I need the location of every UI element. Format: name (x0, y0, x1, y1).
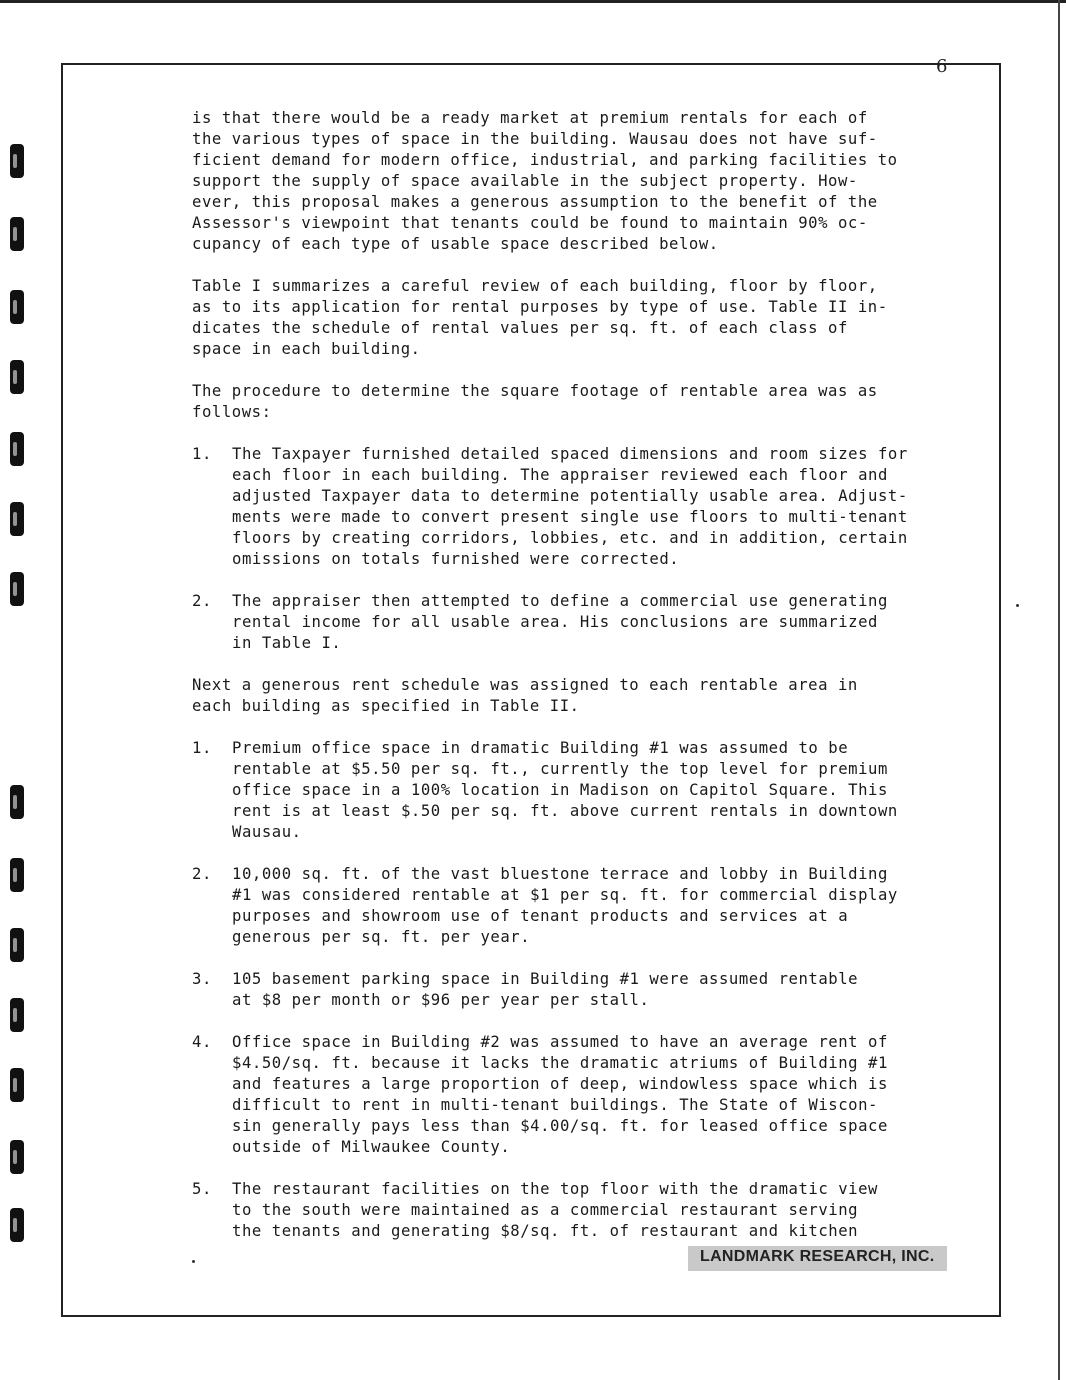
binding-hole (10, 572, 24, 606)
binding-hole (10, 432, 24, 466)
binding-hole (10, 928, 24, 962)
item-number: 2. (192, 865, 212, 883)
binding-hole (10, 1068, 24, 1102)
item-number: 4. (192, 1033, 212, 1051)
paragraph-tables: Table I summarizes a careful review of each building, floor by floor, as to its application for rental purposes by type of use. Table II in- dicates the schedule of rental values per sq. ft. of each class of space in each building. (192, 277, 888, 358)
item-number: 2. (192, 592, 212, 610)
item-text: Premium office space in dramatic Building #1 was assumed to be rentable at $5.50 per sq. ft., currently the top level for premium office space in a 100% location in Madison on Capitol Square. This rent is at least $.50 per sq. ft. above current rentals in downtown Wausau. (232, 739, 898, 841)
top-edge-rule (0, 0, 1066, 3)
binding-hole (10, 1208, 24, 1242)
item-text: 105 basement parking space in Building #1 were assumed rentable at $8 per month or $96 per year per stall. (232, 970, 859, 1009)
binding-hole (10, 144, 24, 178)
binding-hole (10, 217, 24, 251)
item-text: 10,000 sq. ft. of the vast bluestone terrace and lobby in Building #1 was considered rentable at $1 per sq. ft. for commercial display purposes and showroom use of tenant products and services at a generous per sq. ft. per year. (232, 865, 898, 946)
procedure-item (192, 444, 962, 570)
rent-item (192, 864, 962, 948)
page-number: 6 (936, 56, 948, 77)
item-text: The restaurant facilities on the top floor with the dramatic view to the south were maintained as a commercial restaurant serving the tenants and generating $8/sq. ft. of restaurant and kitchen (232, 1180, 878, 1240)
paragraph-procedure-intro: The procedure to determine the square footage of rentable area was as follows: (192, 382, 878, 421)
rent-item (192, 1032, 962, 1158)
right-edge-rule (1058, 0, 1060, 1380)
binding-hole (10, 998, 24, 1032)
stray-mark (1016, 604, 1019, 607)
binding-hole (10, 502, 24, 536)
paragraph-rent-intro: Next a generous rent schedule was assigned to each rentable area in each building as specified in Table II. (192, 676, 858, 715)
rent-item (192, 969, 962, 1011)
binding-hole (10, 360, 24, 394)
item-text: The Taxpayer furnished detailed spaced dimensions and room sizes for each floor in each building. The appraiser reviewed each floor and adjusted Taxpayer data to determine potentially usable area. Adjust- ments were made to convert present single use floors to multi-tenant floors by creating corridors, lobbies, etc. and in addition, certain omissions on totals furnished were corrected. (232, 445, 908, 568)
body-text (192, 108, 962, 1263)
footer-company-name: LANDMARK RESEARCH, INC. (700, 1248, 935, 1265)
paragraph-market: is that there would be a ready market at premium rentals for each of the various types of space in the building. Wausau does not have suf- ficient demand for modern office, industrial, and parking facilities to support the supply of space available in the subject property. How- ever, this proposal makes a generous assumption to the benefit of the Assessor's viewpoint that tenants could be found to maintain 90% oc- cupancy of each type of usable space described below. (192, 109, 898, 253)
binding-hole (10, 785, 24, 819)
binding-hole (10, 290, 24, 324)
binding-hole (10, 858, 24, 892)
procedure-item (192, 591, 962, 654)
item-number: 3. (192, 970, 212, 988)
item-number: 5. (192, 1180, 212, 1198)
rent-item (192, 1179, 962, 1242)
item-text: Office space in Building #2 was assumed to have an average rent of $4.50/sq. ft. because it lacks the dramatic atriums of Building #1 and features a large proportion of deep, windowless space which is difficult to rent in multi-tenant buildings. The State of Wiscon- sin generally pays less than $4.00/sq. ft. for leased office space outside of Milwaukee County. (232, 1033, 888, 1156)
item-text: The appraiser then attempted to define a commercial use generating rental income for all usable area. His conclusions are summarized in Table I. (232, 592, 888, 652)
binding-hole (10, 1140, 24, 1174)
item-number: 1. (192, 739, 212, 757)
rent-item (192, 738, 962, 843)
item-number: 1. (192, 445, 212, 463)
